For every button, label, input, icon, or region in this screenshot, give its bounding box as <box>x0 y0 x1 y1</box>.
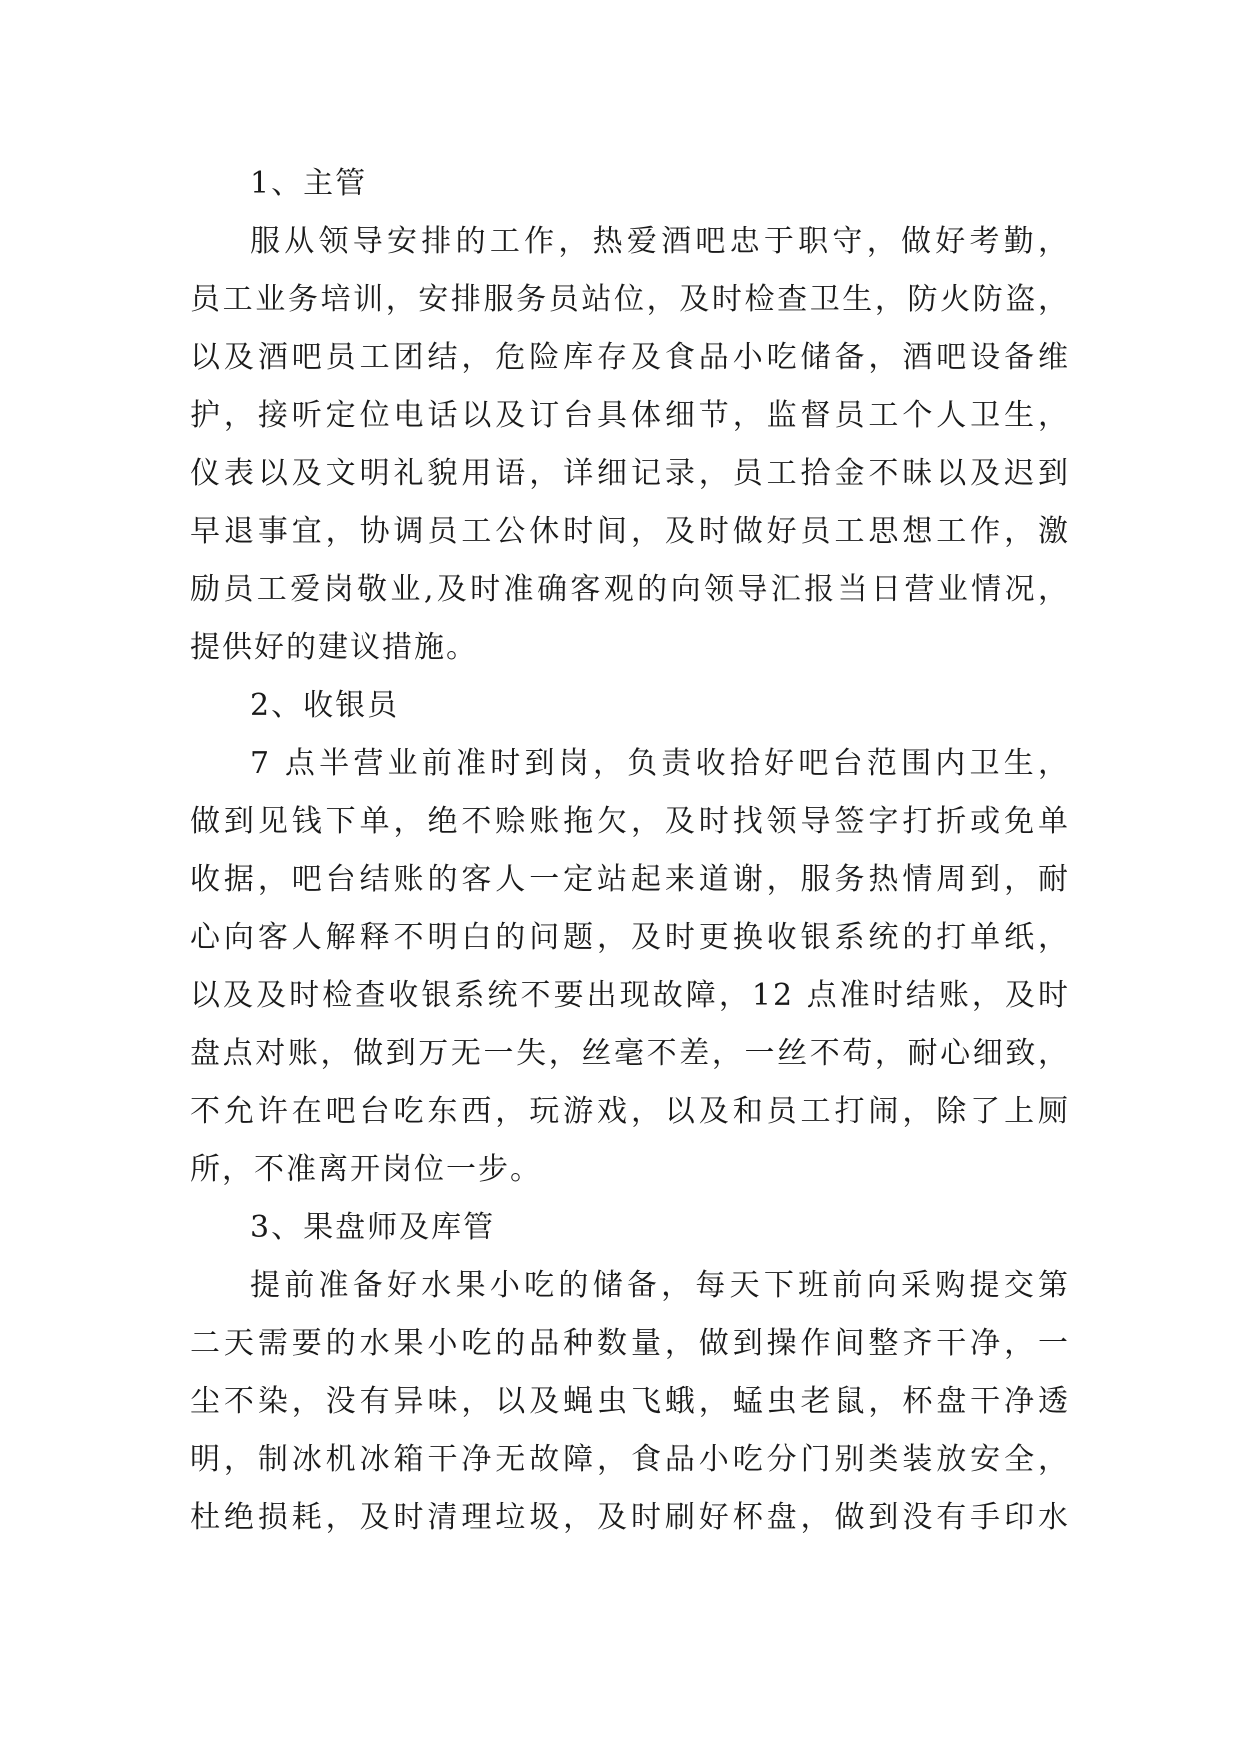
paragraph-line: 杜绝损耗，及时清理垃圾，及时刷好杯盘，做到没有手印水 <box>190 1500 1070 1535</box>
paragraph-line: 护，接听定位电话以及订台具体细节，监督员工个人卫生， <box>190 398 1070 433</box>
paragraph-line: 提前准备好水果小吃的储备，每天下班前向采购提交第 <box>250 1268 1070 1303</box>
document-body <box>190 155 1070 1547</box>
paragraph-line: 提供好的建议措施。 <box>190 630 478 665</box>
paragraph-line: 心向客人解释不明白的问题，及时更换收银系统的打单纸， <box>190 920 1070 955</box>
paragraph-line: 不允许在吧台吃东西，玩游戏，以及和员工打闹，除了上厕 <box>190 1094 1070 1129</box>
section-heading: 3、果盘师及库管 <box>250 1210 496 1245</box>
paragraph-line: 以及酒吧员工团结，危险库存及食品小吃储备，酒吧设备维 <box>190 340 1070 375</box>
paragraph-line: 盘点对账，做到万无一失，丝毫不差，一丝不苟，耐心细致， <box>190 1036 1070 1071</box>
paragraph-line: 励员工爱岗敬业,及时准确客观的向领导汇报当日营业情况， <box>190 572 1070 607</box>
paragraph-line: 尘不染，没有异味，以及蝇虫飞蛾，蜢虫老鼠，杯盘干净透 <box>190 1384 1070 1419</box>
section-heading: 1、主管 <box>250 166 368 201</box>
paragraph-line: 明，制冰机冰箱干净无故障，食品小吃分门别类装放安全， <box>190 1442 1070 1477</box>
paragraph-line: 所，不准离开岗位一步。 <box>190 1152 542 1187</box>
paragraph-line: 仪表以及文明礼貌用语，详细记录，员工拾金不昧以及迟到 <box>190 456 1070 491</box>
paragraph-line: 收据，吧台结账的客人一定站起来道谢，服务热情周到，耐 <box>190 862 1070 897</box>
paragraph-line: 早退事宜，协调员工公休时间，及时做好员工思想工作，激 <box>190 514 1070 549</box>
paragraph-line: 员工业务培训，安排服务员站位，及时检查卫生，防火防盗， <box>190 282 1070 317</box>
paragraph-line: 7 点半营业前准时到岗，负责收拾好吧台范围内卫生， <box>250 746 1070 781</box>
paragraph-line: 做到见钱下单，绝不赊账拖欠，及时找领导签字打折或免单 <box>190 804 1070 839</box>
paragraph-line: 服从领导安排的工作，热爱酒吧忠于职守，做好考勤， <box>250 224 1070 259</box>
paragraph-line: 以及及时检查收银系统不要出现故障，12 点准时结账，及时 <box>190 978 1070 1013</box>
paragraph-line: 二天需要的水果小吃的品种数量，做到操作间整齐干净，一 <box>190 1326 1070 1361</box>
section-heading: 2、收银员 <box>250 688 400 723</box>
